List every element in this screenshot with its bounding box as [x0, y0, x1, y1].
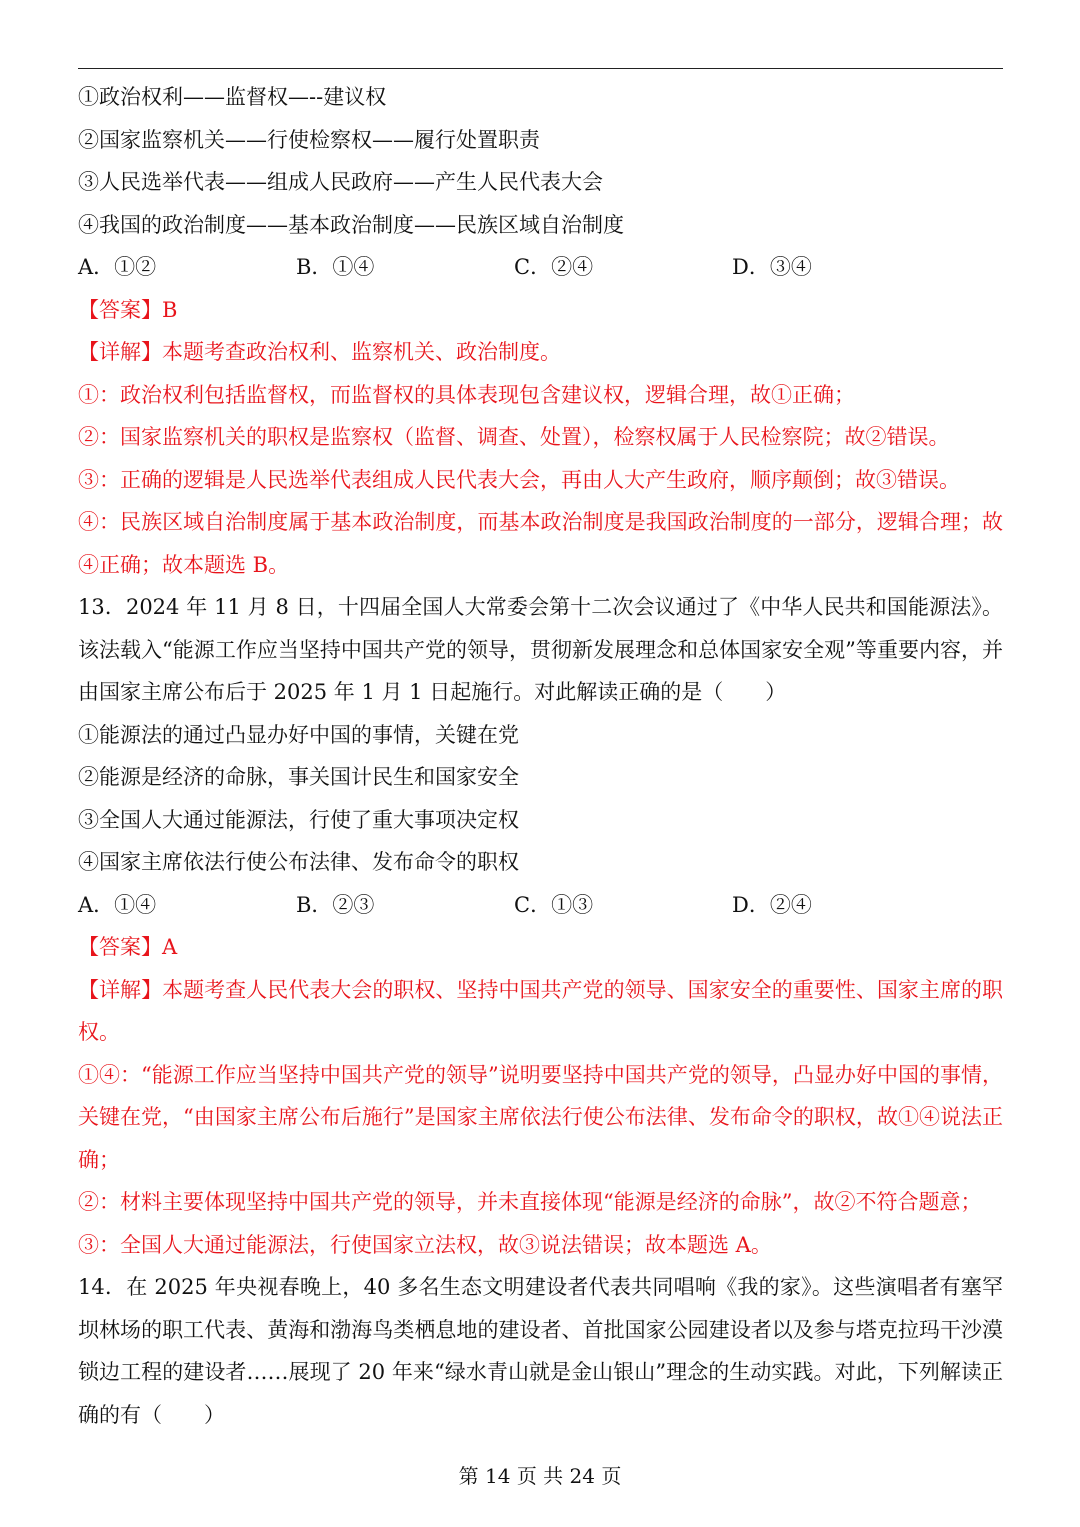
q13-item-1: ①能源法的通过凸显办好中国的事情，关键在党 [78, 722, 519, 747]
q13-stem: 13．2024 年 11 月 8 日，十四届全国人大常委会第十二次会议通过了《中华人民共和国能源法》。该法载入“能源工作应当坚持中国共产党的领导，贯彻新发展理念和总体国家安全观”等重要内容，并由国家主席公布后于 2025 年 1 月 1 日起施行。对此解读正确的是（ ） [78, 595, 1003, 704]
q12-analysis-3: ③：正确的逻辑是人民选举代表组成人民代表大会，再由人大产生政府，顺序颠倒；故③错误。 [78, 467, 960, 492]
q13-analysis-3: ③：全国人大通过能源法，行使国家立法权，故③说法错误；故本题选 A。 [78, 1232, 772, 1257]
q12-item-4: ④我国的政治制度——基本政治制度——民族区域自治制度 [78, 212, 624, 237]
q12-analysis-1: ①：政治权利包括监督权，而监督权的具体表现包含建议权，逻辑合理，故①正确； [78, 382, 855, 407]
q12-item-3: ③人民选举代表——组成人民政府——产生人民代表大会 [78, 170, 603, 194]
q12-item-1: ①政治权利——监督权—--建议权 [78, 85, 387, 109]
q12-detail: 【详解】本题考查政治权利、监察机关、政治制度。 [78, 340, 561, 364]
q14-stem: 14．在 2025 年央视春晚上，40 多名生态文明建设者代表共同唱响《我的家》。这些演唱者有塞罕坝林场的职工代表、黄海和渤海鸟类栖息地的建设者、首批国家公园建设者以及参与塔克拉玛干沙漠锁边工程的建设者……展现了 20 年来“绿水青山就是金山银山”理念的生动实践。对此，下列解读正确的有（ ） [78, 1275, 1003, 1427]
q13-analysis-1: ①④：“能源工作应当坚持中国共产党的领导”说明要坚持中国共产党的领导，凸显办好中国的事情，关键在党，“由国家主席公布后施行”是国家主席依法行使公布法律、发布命令的职权，故①④说法正确； [78, 1062, 1003, 1172]
q13-option-b: B．②③ [296, 892, 375, 917]
q13-item-3: ③全国人大通过能源法，行使了重大事项决定权 [78, 807, 519, 832]
header-rule [78, 68, 1003, 69]
page-number: 第 14 页 共 24 页 [458, 1464, 622, 1488]
q12-analysis-2: ②：国家监察机关的职权是监察权（监督、调查、处置），检察权属于人民检察院；故②错误。 [78, 425, 950, 449]
q12-option-b: B．①④ [296, 255, 375, 279]
q13-analysis-2: ②：材料主要体现坚持中国共产党的领导，并未直接体现“能源是经济的命脉”，故②不符合题意； [78, 1190, 982, 1214]
question-12-items [78, 76, 1003, 246]
q12-options [78, 246, 1003, 289]
q12-item-2: ②国家监察机关——行使检察权——履行处置职责 [78, 127, 540, 152]
q12-answer: 【答案】B [78, 297, 178, 322]
q13-options [78, 884, 1003, 927]
q13-option-d: D．②④ [732, 892, 812, 917]
q13-detail: 【详解】本题考查人民代表大会的职权、坚持中国共产党的领导、国家安全的重要性、国家主席的职权。 [78, 977, 1003, 1044]
q13-item-4: ④国家主席依法行使公布法律、发布命令的职权 [78, 850, 519, 874]
q13-item-2: ②能源是经济的命脉，事关国计民生和国家安全 [78, 765, 519, 789]
document-body [78, 76, 1003, 1436]
q12-option-d: D．③④ [732, 255, 812, 279]
question-13-items [78, 714, 1003, 884]
q13-option-c: C．①③ [514, 892, 594, 917]
q12-option-c: C．②④ [514, 255, 594, 279]
q13-answer: 【答案】A [78, 935, 178, 959]
q12-analysis-4: ④：民族区域自治制度属于基本政治制度，而基本政治制度是我国政治制度的一部分，逻辑合理；故④正确；故本题选 B。 [78, 510, 1003, 577]
q12-option-a: A．①② [78, 255, 157, 279]
q13-option-a: A．①④ [78, 892, 157, 917]
